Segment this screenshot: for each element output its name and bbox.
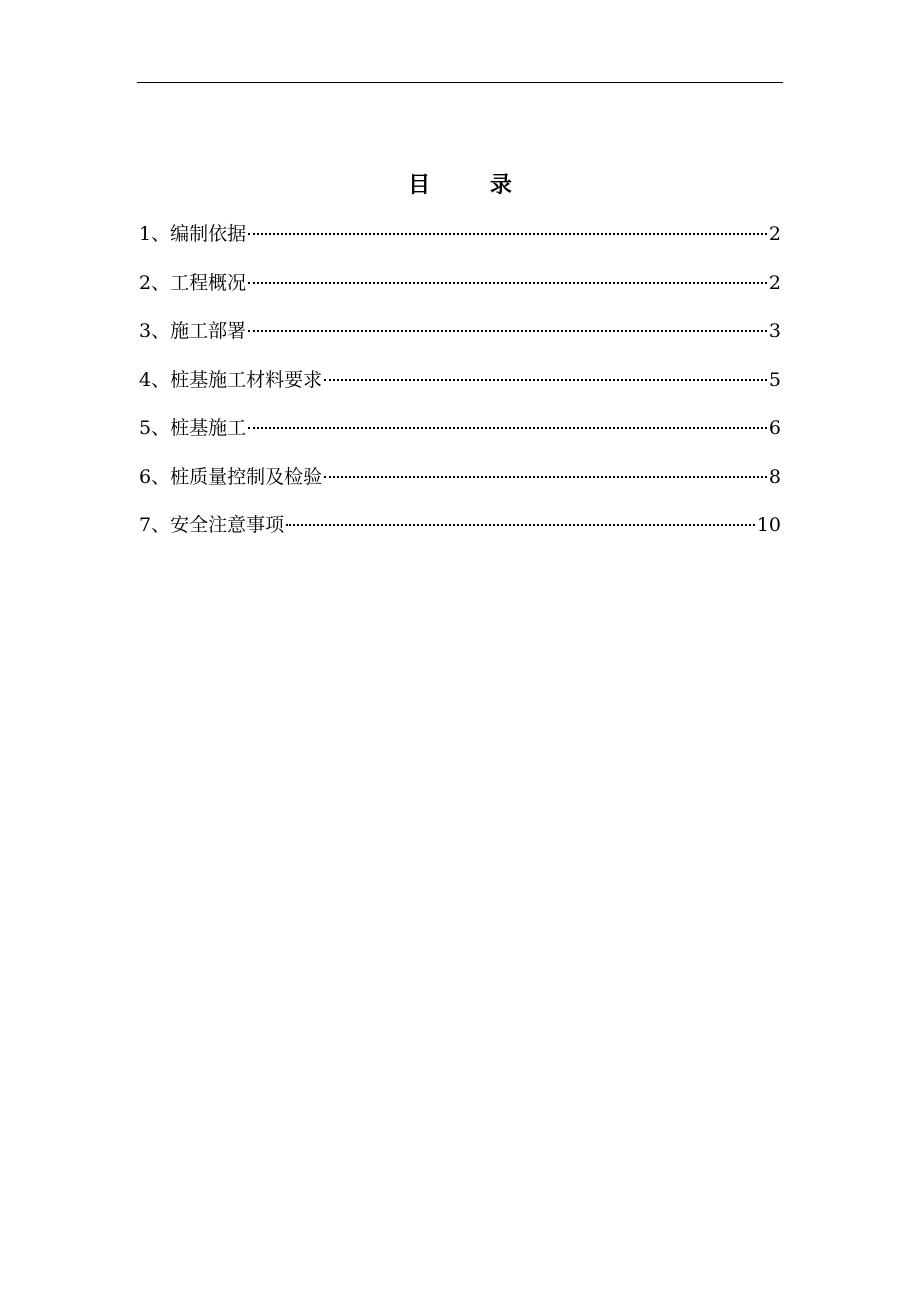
toc-entry-text: 编制依据 [170, 223, 247, 245]
toc-entry-text: 桩基施工 [170, 417, 247, 439]
toc-entry-number: 3、 [139, 320, 171, 342]
toc-dot-leader [248, 427, 767, 429]
toc-entry-number: 5、 [139, 417, 171, 439]
toc-dot-leader [248, 233, 767, 235]
toc-entry-number: 1、 [139, 223, 171, 245]
toc-entry-page: 3 [768, 320, 781, 342]
toc-dot-leader [248, 282, 767, 284]
toc-entry[interactable] [139, 461, 781, 510]
toc-entry-number: 7、 [139, 514, 171, 536]
toc-dot-leader [248, 330, 767, 332]
toc-dot-leader [286, 524, 755, 526]
toc-entry-text: 安全注意事项 [170, 514, 285, 536]
toc-entry-text: 桩质量控制及检验 [170, 465, 323, 488]
toc-entry[interactable] [139, 509, 781, 558]
toc-entry-number: 2、 [139, 271, 171, 294]
toc-entry-page: 6 [768, 417, 781, 439]
header-rule [137, 82, 783, 83]
toc-entry[interactable] [139, 315, 781, 364]
toc-entry[interactable] [139, 364, 781, 413]
toc-entry-text: 桩基施工材料要求 [170, 368, 323, 391]
toc-entry[interactable] [139, 267, 781, 316]
toc-entry-number: 6、 [139, 465, 171, 488]
toc-entry-page: 10 [756, 514, 781, 536]
toc-entry-page: 2 [768, 271, 781, 294]
toc-entry[interactable] [139, 412, 781, 461]
toc-entry-text: 工程概况 [170, 271, 247, 294]
toc-entry[interactable] [139, 218, 781, 267]
toc-entry-text: 施工部署 [170, 320, 247, 342]
toc-dot-leader [324, 379, 767, 381]
toc-title: 目 录 [408, 172, 538, 198]
toc-entry-page: 5 [768, 368, 781, 391]
table-of-contents [139, 218, 781, 558]
toc-entry-number: 4、 [139, 368, 171, 391]
toc-dot-leader [324, 476, 767, 478]
toc-entry-page: 2 [768, 223, 781, 245]
toc-entry-page: 8 [768, 465, 781, 488]
